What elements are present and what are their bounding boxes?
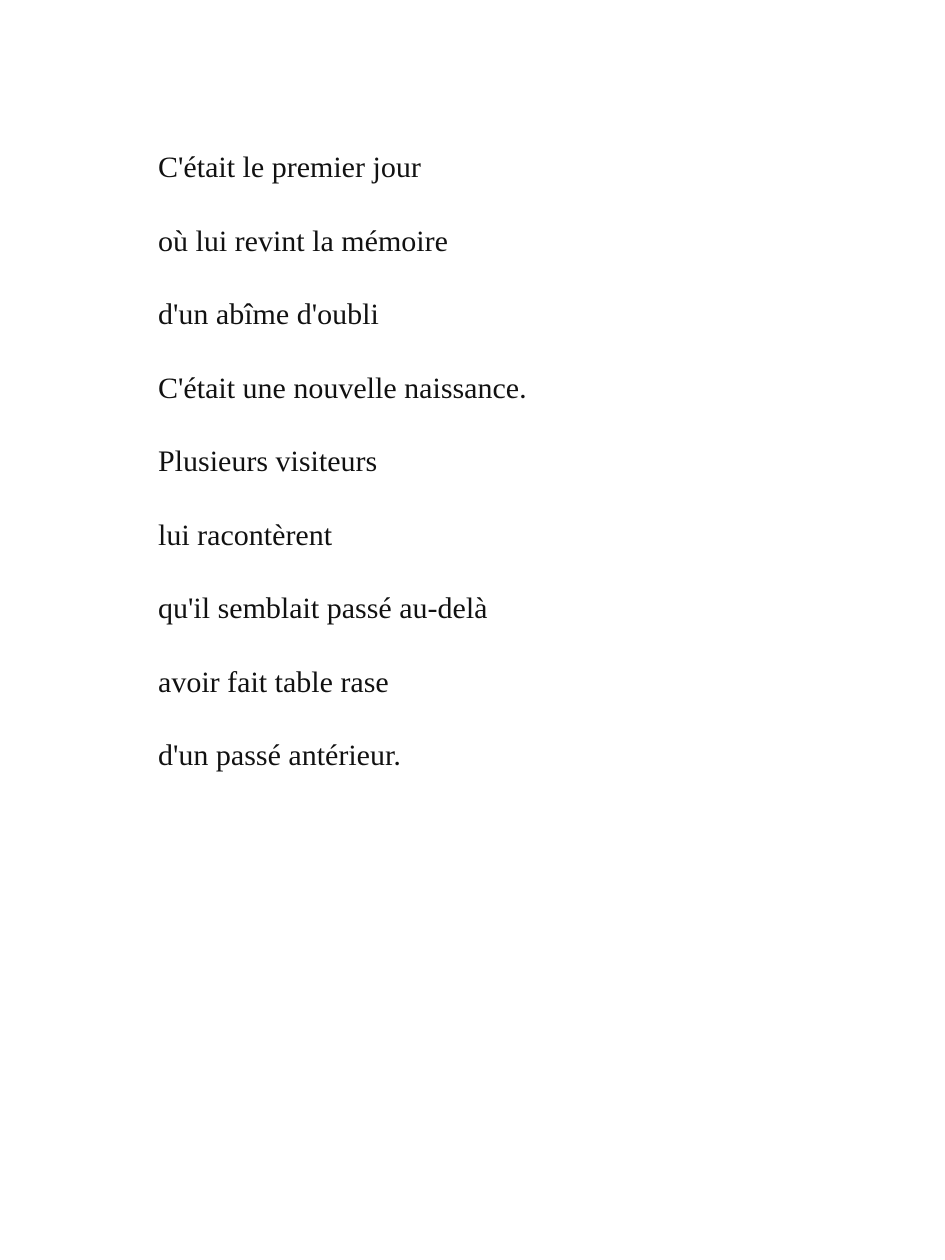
poem-line: où lui revint la mémoire [158, 224, 448, 258]
poem-line: C'était une nouvelle naissance. [158, 371, 527, 405]
poem-line: d'un abîme d'oubli [158, 298, 379, 331]
poem-line: C'était le premier jour [158, 151, 421, 184]
poem-line: lui racontèrent [158, 518, 333, 552]
poem-line: d'un passé antérieur. [158, 739, 401, 772]
poem-line: avoir fait table rase [158, 665, 389, 699]
poem-line: qu'il semblait passé au-delà [158, 592, 488, 625]
poem-text [158, 150, 527, 812]
poem-line: Plusieurs visiteurs [158, 445, 378, 478]
